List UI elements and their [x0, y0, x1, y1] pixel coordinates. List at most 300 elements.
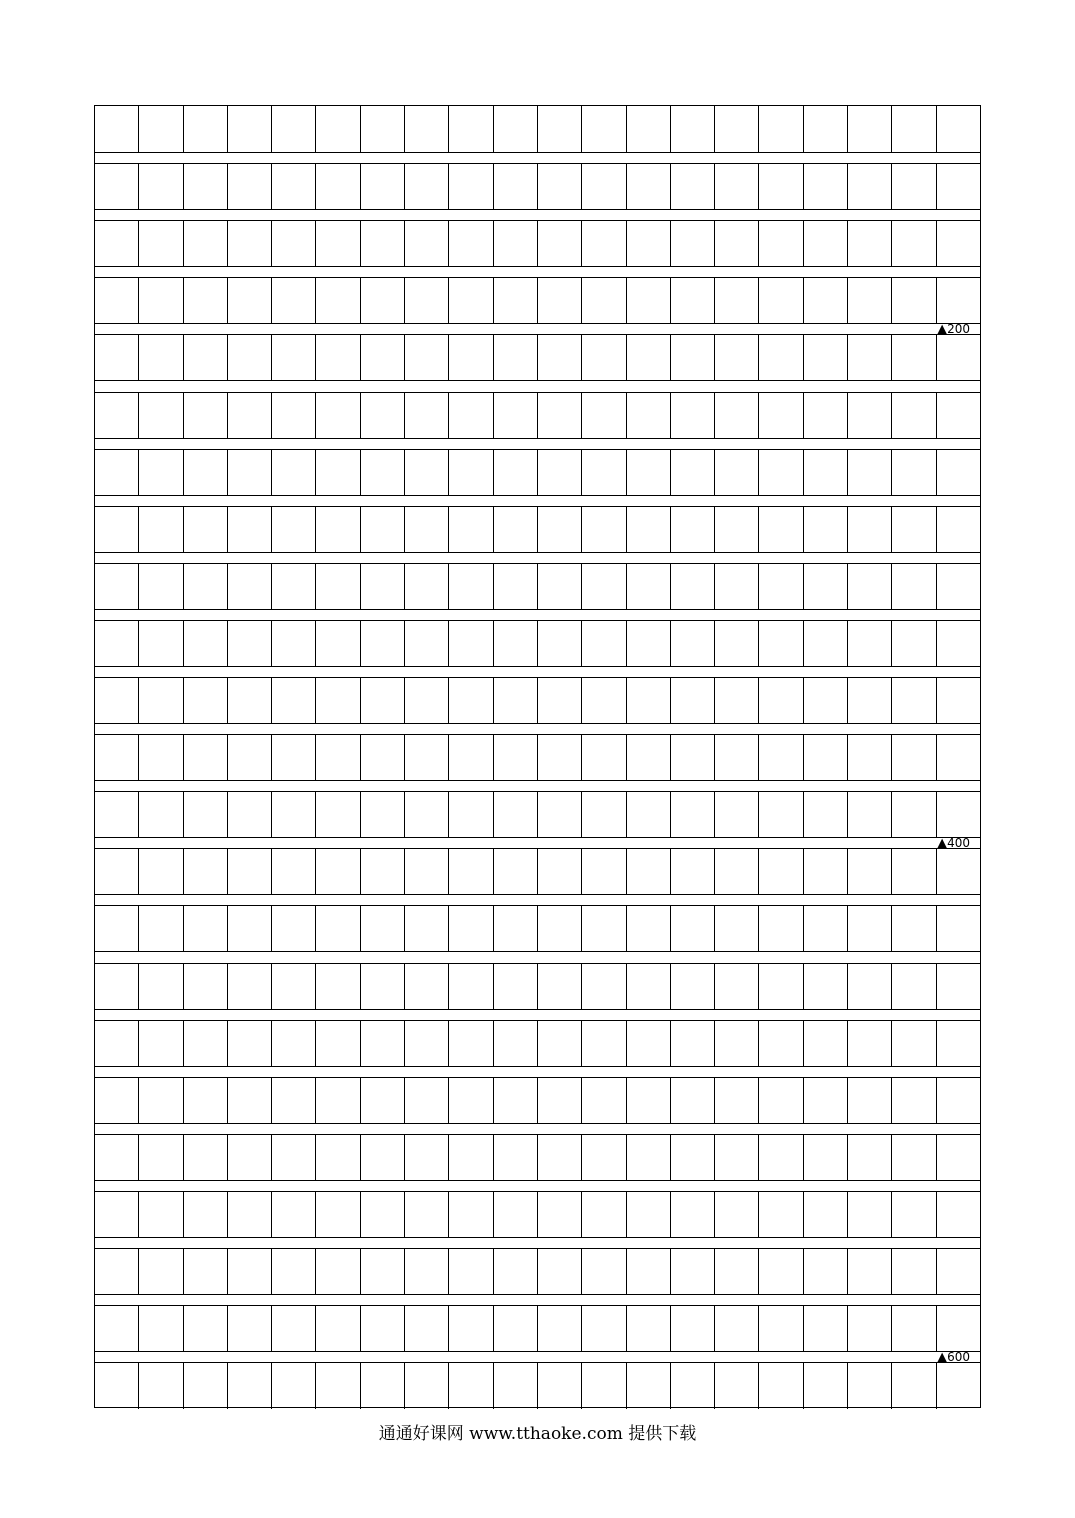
grid-cell: [538, 164, 582, 209]
grid-cell: [627, 792, 671, 837]
grid-cell: [361, 1192, 405, 1237]
grid-cell: [848, 735, 892, 780]
grid-cell: [184, 507, 228, 552]
grid-cell: [759, 964, 803, 1009]
grid-cell: [361, 393, 405, 438]
grid-cell: [715, 621, 759, 666]
grid-cell: [494, 106, 538, 152]
grid-cell: [361, 1249, 405, 1294]
grid-cell: [184, 564, 228, 609]
word-count-label: 600: [947, 1350, 970, 1365]
grid-cell: [848, 1192, 892, 1237]
grid-cell: [804, 792, 848, 837]
grid-cell: [449, 1306, 493, 1351]
grid-cell: [759, 1249, 803, 1294]
grid-cell: [582, 564, 626, 609]
grid-cell: [272, 564, 316, 609]
grid-row: [95, 1191, 980, 1238]
grid-cell: [228, 906, 272, 951]
grid-cell: [848, 678, 892, 723]
grid-cell: [715, 849, 759, 894]
grid-cell: [804, 1363, 848, 1409]
grid-cell: [139, 164, 183, 209]
grid-cell: [272, 1135, 316, 1180]
grid-cell: [715, 735, 759, 780]
grid-cell: [804, 507, 848, 552]
grid-cell: [316, 507, 360, 552]
grid-cell: [937, 450, 980, 495]
grid-cell: [272, 1192, 316, 1237]
grid-cell: [316, 678, 360, 723]
grid-cell: [715, 221, 759, 266]
grid-cell: [405, 621, 449, 666]
grid-cell: [759, 1021, 803, 1066]
grid-cell: [627, 278, 671, 323]
grid-cell: [316, 1078, 360, 1123]
grid-row: [95, 963, 980, 1010]
grid-cell: [892, 278, 936, 323]
grid-cell: [715, 1135, 759, 1180]
grid-cell: [715, 393, 759, 438]
grid-cell: [361, 964, 405, 1009]
grid-cell: [361, 621, 405, 666]
grid-row: [95, 1305, 980, 1352]
grid-cell: [759, 792, 803, 837]
grid-cell: [494, 849, 538, 894]
grid-row: [95, 449, 980, 496]
grid-cell: [627, 849, 671, 894]
grid-cell: [892, 1135, 936, 1180]
grid-cell: [848, 1021, 892, 1066]
grid-cell: [228, 735, 272, 780]
grid-cell: [139, 678, 183, 723]
grid-cell: [184, 1363, 228, 1409]
grid-cell: [671, 393, 715, 438]
grid-cell: [627, 1021, 671, 1066]
grid-cell: [95, 1135, 139, 1180]
grid-cell: [627, 1306, 671, 1351]
grid-cell: [316, 1192, 360, 1237]
grid-cell: [316, 1249, 360, 1294]
grid-cell: [272, 221, 316, 266]
grid-cell: [405, 335, 449, 380]
grid-cell: [582, 393, 626, 438]
word-count-marker: [937, 837, 970, 850]
grid-cell: [627, 1135, 671, 1180]
grid-cell: [95, 393, 139, 438]
writing-grid-sheet: [94, 105, 981, 1408]
grid-cell: [139, 564, 183, 609]
grid-cell: [405, 792, 449, 837]
grid-cell: [892, 964, 936, 1009]
grid-cell: [184, 1306, 228, 1351]
grid-cell: [582, 450, 626, 495]
grid-cell: [361, 278, 405, 323]
grid-cell: [139, 621, 183, 666]
grid-cell: [937, 335, 980, 380]
grid-cell: [95, 335, 139, 380]
grid-cell: [95, 1078, 139, 1123]
grid-cell: [804, 964, 848, 1009]
grid-cell: [494, 1363, 538, 1409]
grid-cell: [937, 621, 980, 666]
grid-cell: [582, 278, 626, 323]
grid-cell: [759, 335, 803, 380]
grid-cell: [139, 507, 183, 552]
grid-row: [95, 1248, 980, 1295]
grid-cell: [759, 106, 803, 152]
footer-source-text: 通通好课网 www.tthaoke.com 提供下载: [378, 1424, 697, 1444]
grid-cell: [892, 1192, 936, 1237]
grid-cell: [361, 507, 405, 552]
grid-cell: [494, 1135, 538, 1180]
grid-cell: [671, 221, 715, 266]
grid-cell: [937, 393, 980, 438]
grid-cell: [361, 1078, 405, 1123]
grid-row: [95, 277, 980, 324]
grid-cell: [582, 1306, 626, 1351]
grid-cell: [361, 906, 405, 951]
grid-cell: [361, 1135, 405, 1180]
grid-cell: [316, 964, 360, 1009]
grid-cell: [538, 1021, 582, 1066]
grid-cell: [95, 1021, 139, 1066]
grid-cell: [582, 335, 626, 380]
grid-cell: [228, 335, 272, 380]
grid-cell: [361, 221, 405, 266]
grid-cell: [95, 964, 139, 1009]
grid-cell: [449, 221, 493, 266]
grid-cell: [627, 1363, 671, 1409]
grid-cell: [627, 106, 671, 152]
grid-cell: [95, 792, 139, 837]
grid-cell: [405, 564, 449, 609]
grid-row: [95, 734, 980, 781]
grid-cell: [272, 621, 316, 666]
grid-cell: [272, 906, 316, 951]
grid-cell: [494, 221, 538, 266]
grid-cell: [715, 1192, 759, 1237]
grid-cell: [804, 564, 848, 609]
grid-cell: [405, 278, 449, 323]
grid-cell: [671, 1306, 715, 1351]
grid-cell: [671, 1249, 715, 1294]
grid-cell: [184, 1249, 228, 1294]
grid-cell: [272, 735, 316, 780]
grid-cell: [538, 1078, 582, 1123]
grid-cell: [449, 849, 493, 894]
grid-cell: [494, 564, 538, 609]
grid-cell: [804, 278, 848, 323]
grid-cell: [804, 735, 848, 780]
grid-cell: [184, 164, 228, 209]
grid-cell: [95, 735, 139, 780]
grid-cell: [538, 335, 582, 380]
grid-cell: [937, 278, 980, 323]
grid-cell: [582, 1021, 626, 1066]
grid-cell: [228, 221, 272, 266]
grid-cell: [671, 735, 715, 780]
grid-cell: [759, 393, 803, 438]
grid-cell: [228, 1135, 272, 1180]
grid-cell: [582, 221, 626, 266]
grid-cell: [538, 221, 582, 266]
grid-cell: [582, 1192, 626, 1237]
grid-cell: [184, 1078, 228, 1123]
grid-cell: [184, 221, 228, 266]
grid-cell: [848, 1249, 892, 1294]
grid-cell: [759, 221, 803, 266]
grid-cell: [316, 278, 360, 323]
grid-cell: [892, 221, 936, 266]
grid-cell: [715, 906, 759, 951]
grid-cell: [671, 1078, 715, 1123]
grid-cell: [228, 1078, 272, 1123]
grid-cell: [316, 450, 360, 495]
grid-cell: [95, 164, 139, 209]
grid-cell: [228, 792, 272, 837]
grid-cell: [228, 1192, 272, 1237]
grid-cell: [892, 564, 936, 609]
grid-cell: [494, 335, 538, 380]
grid-cell: [715, 1021, 759, 1066]
grid-cell: [937, 221, 980, 266]
grid-cell: [804, 849, 848, 894]
grid-cell: [627, 393, 671, 438]
grid-cell: [228, 849, 272, 894]
grid-cell: [449, 450, 493, 495]
grid-cell: [937, 849, 980, 894]
grid-cell: [228, 393, 272, 438]
grid-cell: [848, 450, 892, 495]
grid-cell: [316, 221, 360, 266]
grid-cell: [892, 335, 936, 380]
grid-cell: [139, 278, 183, 323]
grid-cell: [95, 1306, 139, 1351]
grid-cell: [361, 1021, 405, 1066]
grid-cell: [538, 849, 582, 894]
grid-cell: [538, 450, 582, 495]
grid-cell: [494, 735, 538, 780]
grid-cell: [627, 564, 671, 609]
grid-cell: [671, 1135, 715, 1180]
grid-row: [95, 106, 980, 153]
grid-cell: [272, 792, 316, 837]
grid-cell: [715, 564, 759, 609]
grid-cell: [892, 1021, 936, 1066]
grid-cell: [937, 964, 980, 1009]
grid-cell: [494, 792, 538, 837]
grid-cell: [228, 678, 272, 723]
grid-cell: [449, 678, 493, 723]
grid-cell: [184, 906, 228, 951]
grid-cell: [804, 678, 848, 723]
grid-cell: [405, 221, 449, 266]
grid-cell: [937, 507, 980, 552]
grid-cell: [139, 393, 183, 438]
grid-cell: [139, 1249, 183, 1294]
grid-cell: [95, 1192, 139, 1237]
grid-cell: [627, 964, 671, 1009]
grid-cell: [272, 1078, 316, 1123]
grid-cell: [804, 1306, 848, 1351]
grid-cell: [892, 792, 936, 837]
grid-cell: [449, 1192, 493, 1237]
grid-cell: [848, 278, 892, 323]
grid-cell: [184, 964, 228, 1009]
grid-cell: [759, 678, 803, 723]
grid-cell: [715, 278, 759, 323]
grid-cell: [671, 964, 715, 1009]
grid-cell: [538, 964, 582, 1009]
grid-cell: [361, 335, 405, 380]
grid-cell: [95, 1363, 139, 1409]
grid-cell: [671, 450, 715, 495]
grid-cell: [449, 906, 493, 951]
grid-cell: [804, 393, 848, 438]
grid-row: [95, 620, 980, 667]
grid-cell: [272, 164, 316, 209]
grid-cell: [316, 164, 360, 209]
triangle-icon: ▲: [937, 836, 948, 852]
grid-cell: [139, 1363, 183, 1409]
grid-cell: [228, 1363, 272, 1409]
grid-cell: [272, 335, 316, 380]
grid-row: [95, 506, 980, 553]
grid-cell: [139, 221, 183, 266]
grid-cell: [671, 278, 715, 323]
grid-cell: [405, 1363, 449, 1409]
grid-cell: [361, 1306, 405, 1351]
grid-cell: [627, 335, 671, 380]
grid-cell: [184, 792, 228, 837]
grid-cell: [715, 1306, 759, 1351]
grid-cell: [316, 849, 360, 894]
grid-cell: [405, 735, 449, 780]
grid-cell: [228, 278, 272, 323]
grid-cell: [272, 450, 316, 495]
grid-cell: [139, 1135, 183, 1180]
grid-cell: [627, 221, 671, 266]
grid-cell: [449, 1363, 493, 1409]
grid-cell: [449, 164, 493, 209]
grid-cell: [95, 849, 139, 894]
grid-cell: [671, 792, 715, 837]
grid-cell: [759, 278, 803, 323]
grid-cell: [937, 1363, 980, 1409]
grid-cell: [759, 450, 803, 495]
grid-cell: [494, 507, 538, 552]
grid-cell: [715, 507, 759, 552]
grid-cell: [494, 1192, 538, 1237]
grid-cell: [494, 964, 538, 1009]
grid-cell: [848, 1306, 892, 1351]
grid-cell: [95, 564, 139, 609]
grid-cell: [627, 1192, 671, 1237]
grid-cell: [184, 621, 228, 666]
grid-cell: [804, 906, 848, 951]
grid-cell: [627, 906, 671, 951]
grid-cell: [759, 735, 803, 780]
grid-cell: [848, 1135, 892, 1180]
grid-cell: [95, 621, 139, 666]
grid-cell: [804, 1078, 848, 1123]
grid-cell: [804, 450, 848, 495]
grid-cell: [892, 906, 936, 951]
grid-cell: [538, 1249, 582, 1294]
grid-cell: [937, 1135, 980, 1180]
grid-cell: [361, 164, 405, 209]
grid-cell: [139, 335, 183, 380]
grid-cell: [494, 1306, 538, 1351]
grid-cell: [272, 106, 316, 152]
grid-cell: [139, 906, 183, 951]
grid-cell: [405, 106, 449, 152]
grid-cell: [272, 393, 316, 438]
grid-cell: [804, 106, 848, 152]
word-count-marker: [937, 1351, 970, 1364]
grid-cell: [848, 335, 892, 380]
grid-row: [95, 1362, 980, 1409]
grid-row: [95, 1134, 980, 1181]
grid-cell: [892, 678, 936, 723]
grid-cell: [759, 1078, 803, 1123]
grid-cell: [405, 1306, 449, 1351]
grid-cell: [937, 1192, 980, 1237]
grid-cell: [892, 393, 936, 438]
grid-cell: [715, 964, 759, 1009]
grid-cell: [671, 678, 715, 723]
grid-cell: [228, 106, 272, 152]
grid-cell: [848, 564, 892, 609]
grid-cell: [804, 164, 848, 209]
grid-cell: [759, 621, 803, 666]
grid-cell: [316, 792, 360, 837]
grid-cell: [715, 1249, 759, 1294]
grid-cell: [405, 849, 449, 894]
grid-row: [95, 791, 980, 838]
grid-cell: [937, 1249, 980, 1294]
grid-row: [95, 334, 980, 381]
grid-cell: [715, 792, 759, 837]
grid-cell: [361, 792, 405, 837]
grid-cell: [582, 849, 626, 894]
grid-cell: [538, 735, 582, 780]
grid-cell: [848, 1363, 892, 1409]
grid-cell: [449, 278, 493, 323]
grid-cell: [405, 1135, 449, 1180]
grid-row: [95, 163, 980, 210]
grid-cell: [937, 735, 980, 780]
grid-cell: [937, 1021, 980, 1066]
grid-cell: [582, 621, 626, 666]
grid-cell: [272, 278, 316, 323]
grid-cell: [139, 106, 183, 152]
grid-cell: [272, 507, 316, 552]
grid-cell: [139, 849, 183, 894]
grid-cell: [671, 106, 715, 152]
grid-cell: [582, 507, 626, 552]
grid-cell: [272, 1021, 316, 1066]
grid-cell: [848, 964, 892, 1009]
grid-cell: [759, 1192, 803, 1237]
grid-cell: [405, 450, 449, 495]
grid-cell: [848, 1078, 892, 1123]
grid-cell: [937, 906, 980, 951]
grid-cell: [759, 164, 803, 209]
grid-cell: [184, 106, 228, 152]
grid-row: [95, 677, 980, 724]
